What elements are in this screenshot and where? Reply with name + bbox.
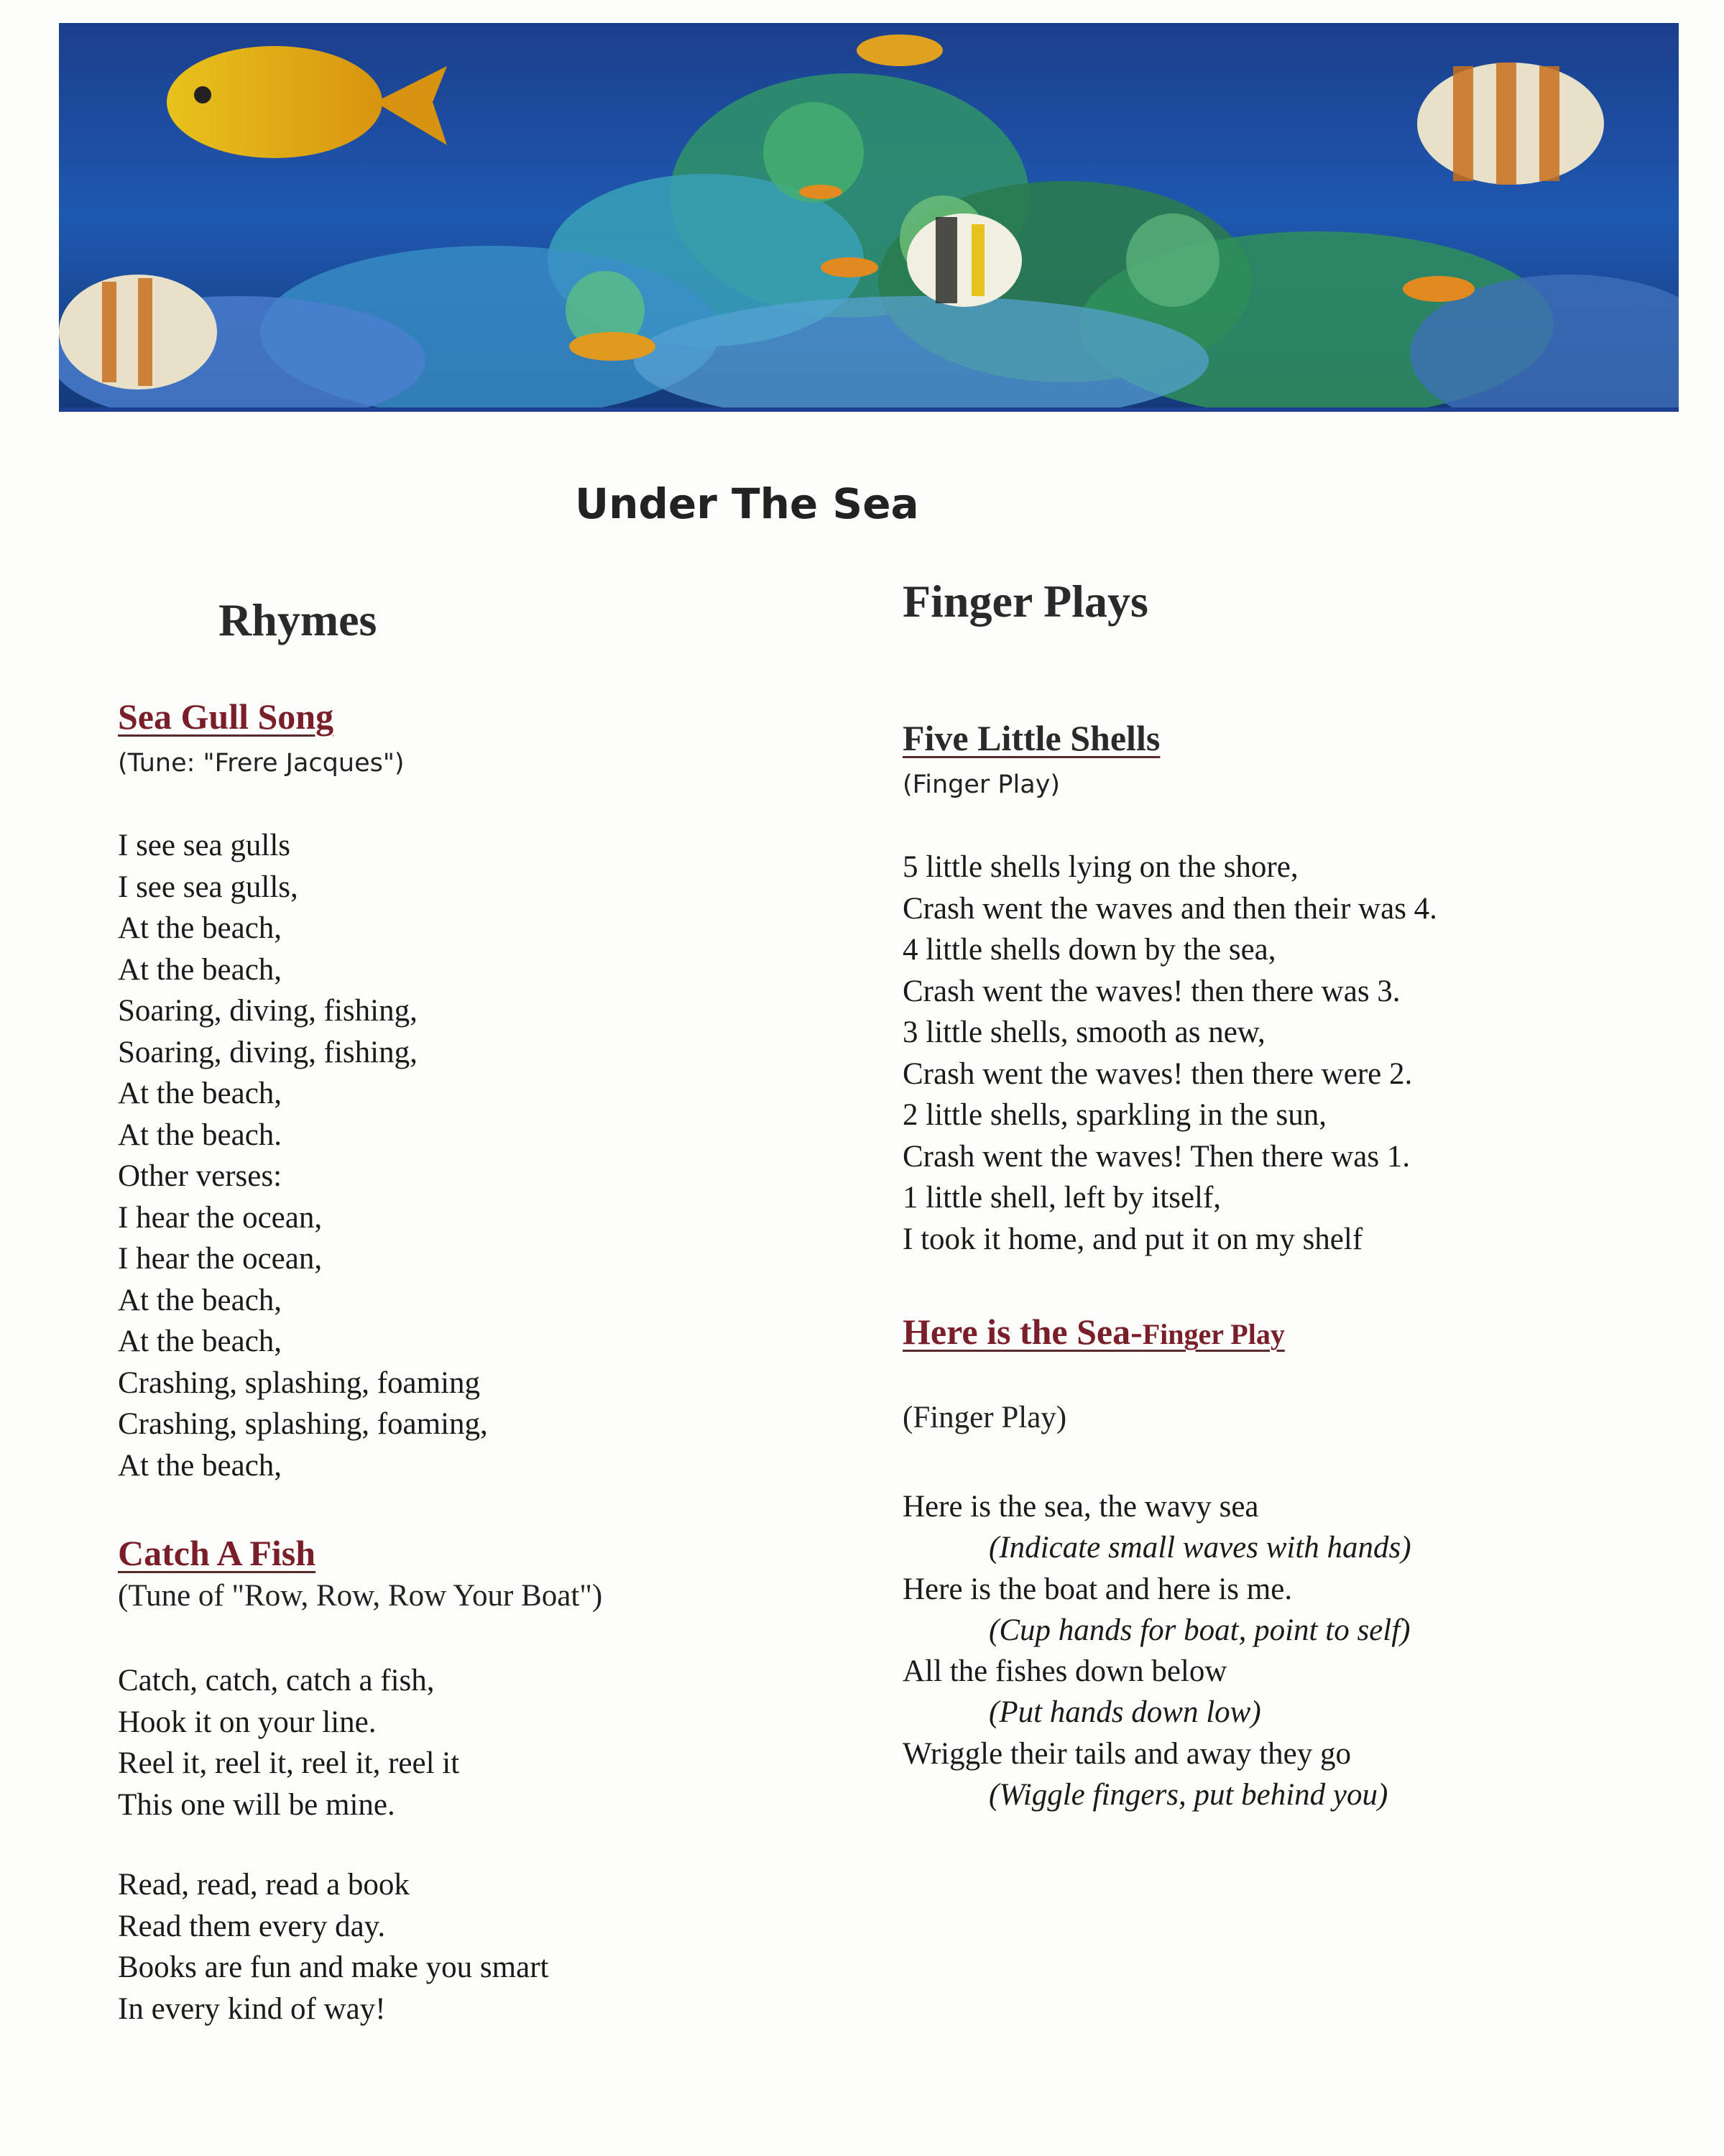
lyric-line: Reel it, reel it, reel it, reel it [118, 1746, 460, 1780]
lyric-line: I hear the ocean, [118, 1200, 323, 1235]
lyric-line: At the beach, [118, 1448, 282, 1483]
lyric-line: All the fishes down below [903, 1654, 1227, 1689]
underwater-banner-image [59, 23, 1679, 412]
lyric-line: At the beach, [118, 1325, 282, 1358]
lyric-line: At the beach. [118, 1118, 282, 1152]
five-little-shells-lyrics [903, 847, 1437, 1260]
sea-gull-song-lyrics [118, 825, 488, 1486]
reef-illustration [59, 23, 1679, 407]
lyric-line: Crash went the waves! then there was 3. [903, 974, 1401, 1008]
lyric-line: At the beach, [118, 1077, 282, 1110]
lyric-line: Here is the sea, the wavy sea [903, 1490, 1259, 1524]
five-little-shells-subtitle: (Finger Play) [903, 770, 1061, 799]
lyric-line: In every kind of way! [118, 1991, 386, 2026]
lyric-line: I see sea gulls, [118, 870, 298, 904]
page-title: Under The Sea [575, 479, 919, 528]
action-instruction: (Cup hands for boat, point to self) [989, 1613, 1411, 1647]
lyric-line: 1 little shell, left by itself, [903, 1181, 1222, 1215]
lyric-line: Crashing, splashing, foaming [118, 1365, 481, 1400]
sea-gull-song-title: Sea Gull Song [118, 696, 334, 737]
here-is-the-sea-title-main: Here is the Sea- [903, 1312, 1143, 1352]
lyric-line: Soaring, diving, fishing, [118, 1035, 418, 1069]
lyric-line: 4 little shells down by the sea, [903, 933, 1276, 967]
lyric-line: At the beach, [118, 952, 282, 987]
lyric-line: Read, read, read a book [118, 1868, 410, 1902]
rhymes-heading: Rhymes [218, 594, 377, 645]
finger-plays-heading: Finger Plays [903, 576, 1148, 627]
lyric-line: Catch, catch, catch a fish, [118, 1664, 435, 1697]
lyric-line: Crash went the waves and then their was 4. [903, 891, 1437, 926]
lyric-line: 3 little shells, smooth as new, [903, 1015, 1266, 1049]
action-instruction: (Indicate small waves with hands) [989, 1531, 1411, 1565]
lyric-line: Soaring, diving, fishing, [118, 994, 418, 1028]
lyric-line: 2 little shells, sparkling in the sun, [903, 1098, 1327, 1132]
here-is-the-sea-lyrics [903, 1486, 1411, 1815]
catch-a-fish-tune: (Tune of "Row, Row, Row Your Boat") [118, 1579, 603, 1613]
catch-a-fish-verse-2 [118, 1864, 548, 2030]
lyric-line: Crash went the waves! Then there was 1. [903, 1139, 1411, 1174]
lyric-line: Here is the boat and here is me. [903, 1572, 1293, 1606]
lyric-line: Crashing, splashing, foaming, [118, 1407, 488, 1441]
catch-a-fish-verse-1 [118, 1660, 459, 1825]
lyric-line: Read them every day. [118, 1909, 386, 1943]
here-is-the-sea-subtitle: (Finger Play) [903, 1401, 1067, 1434]
lyric-line: Hook it on your line. [118, 1705, 377, 1739]
lyric-line: I see sea gulls [118, 829, 291, 862]
five-little-shells-title: Five Little Shells [903, 718, 1161, 758]
action-instruction: (Put hands down low) [989, 1695, 1261, 1730]
lyric-line: Books are fun and make you smart [118, 1950, 549, 1984]
sea-gull-song-tune: (Tune: "Frere Jacques") [118, 749, 405, 778]
lyric-line: I took it home, and put it on my shelf [903, 1222, 1363, 1256]
lyric-line: Other verses: [118, 1159, 282, 1193]
here-is-the-sea-title-suffix: Finger Play [1142, 1318, 1285, 1350]
lyric-line: Crash went the waves! then there were 2. [903, 1056, 1413, 1091]
lyric-line: At the beach, [118, 1283, 282, 1317]
lyric-line: At the beach, [118, 911, 282, 945]
lyric-line: 5 little shells lying on the shore, [903, 850, 1299, 884]
lyric-line: I hear the ocean, [118, 1242, 323, 1276]
lyric-line: This one will be mine. [118, 1787, 395, 1822]
lyric-line: Wriggle their tails and away they go [903, 1736, 1351, 1771]
catch-a-fish-title: Catch A Fish [118, 1533, 316, 1573]
action-instruction: (Wiggle fingers, put behind you) [989, 1778, 1388, 1812]
here-is-the-sea-title [903, 1311, 1285, 1353]
